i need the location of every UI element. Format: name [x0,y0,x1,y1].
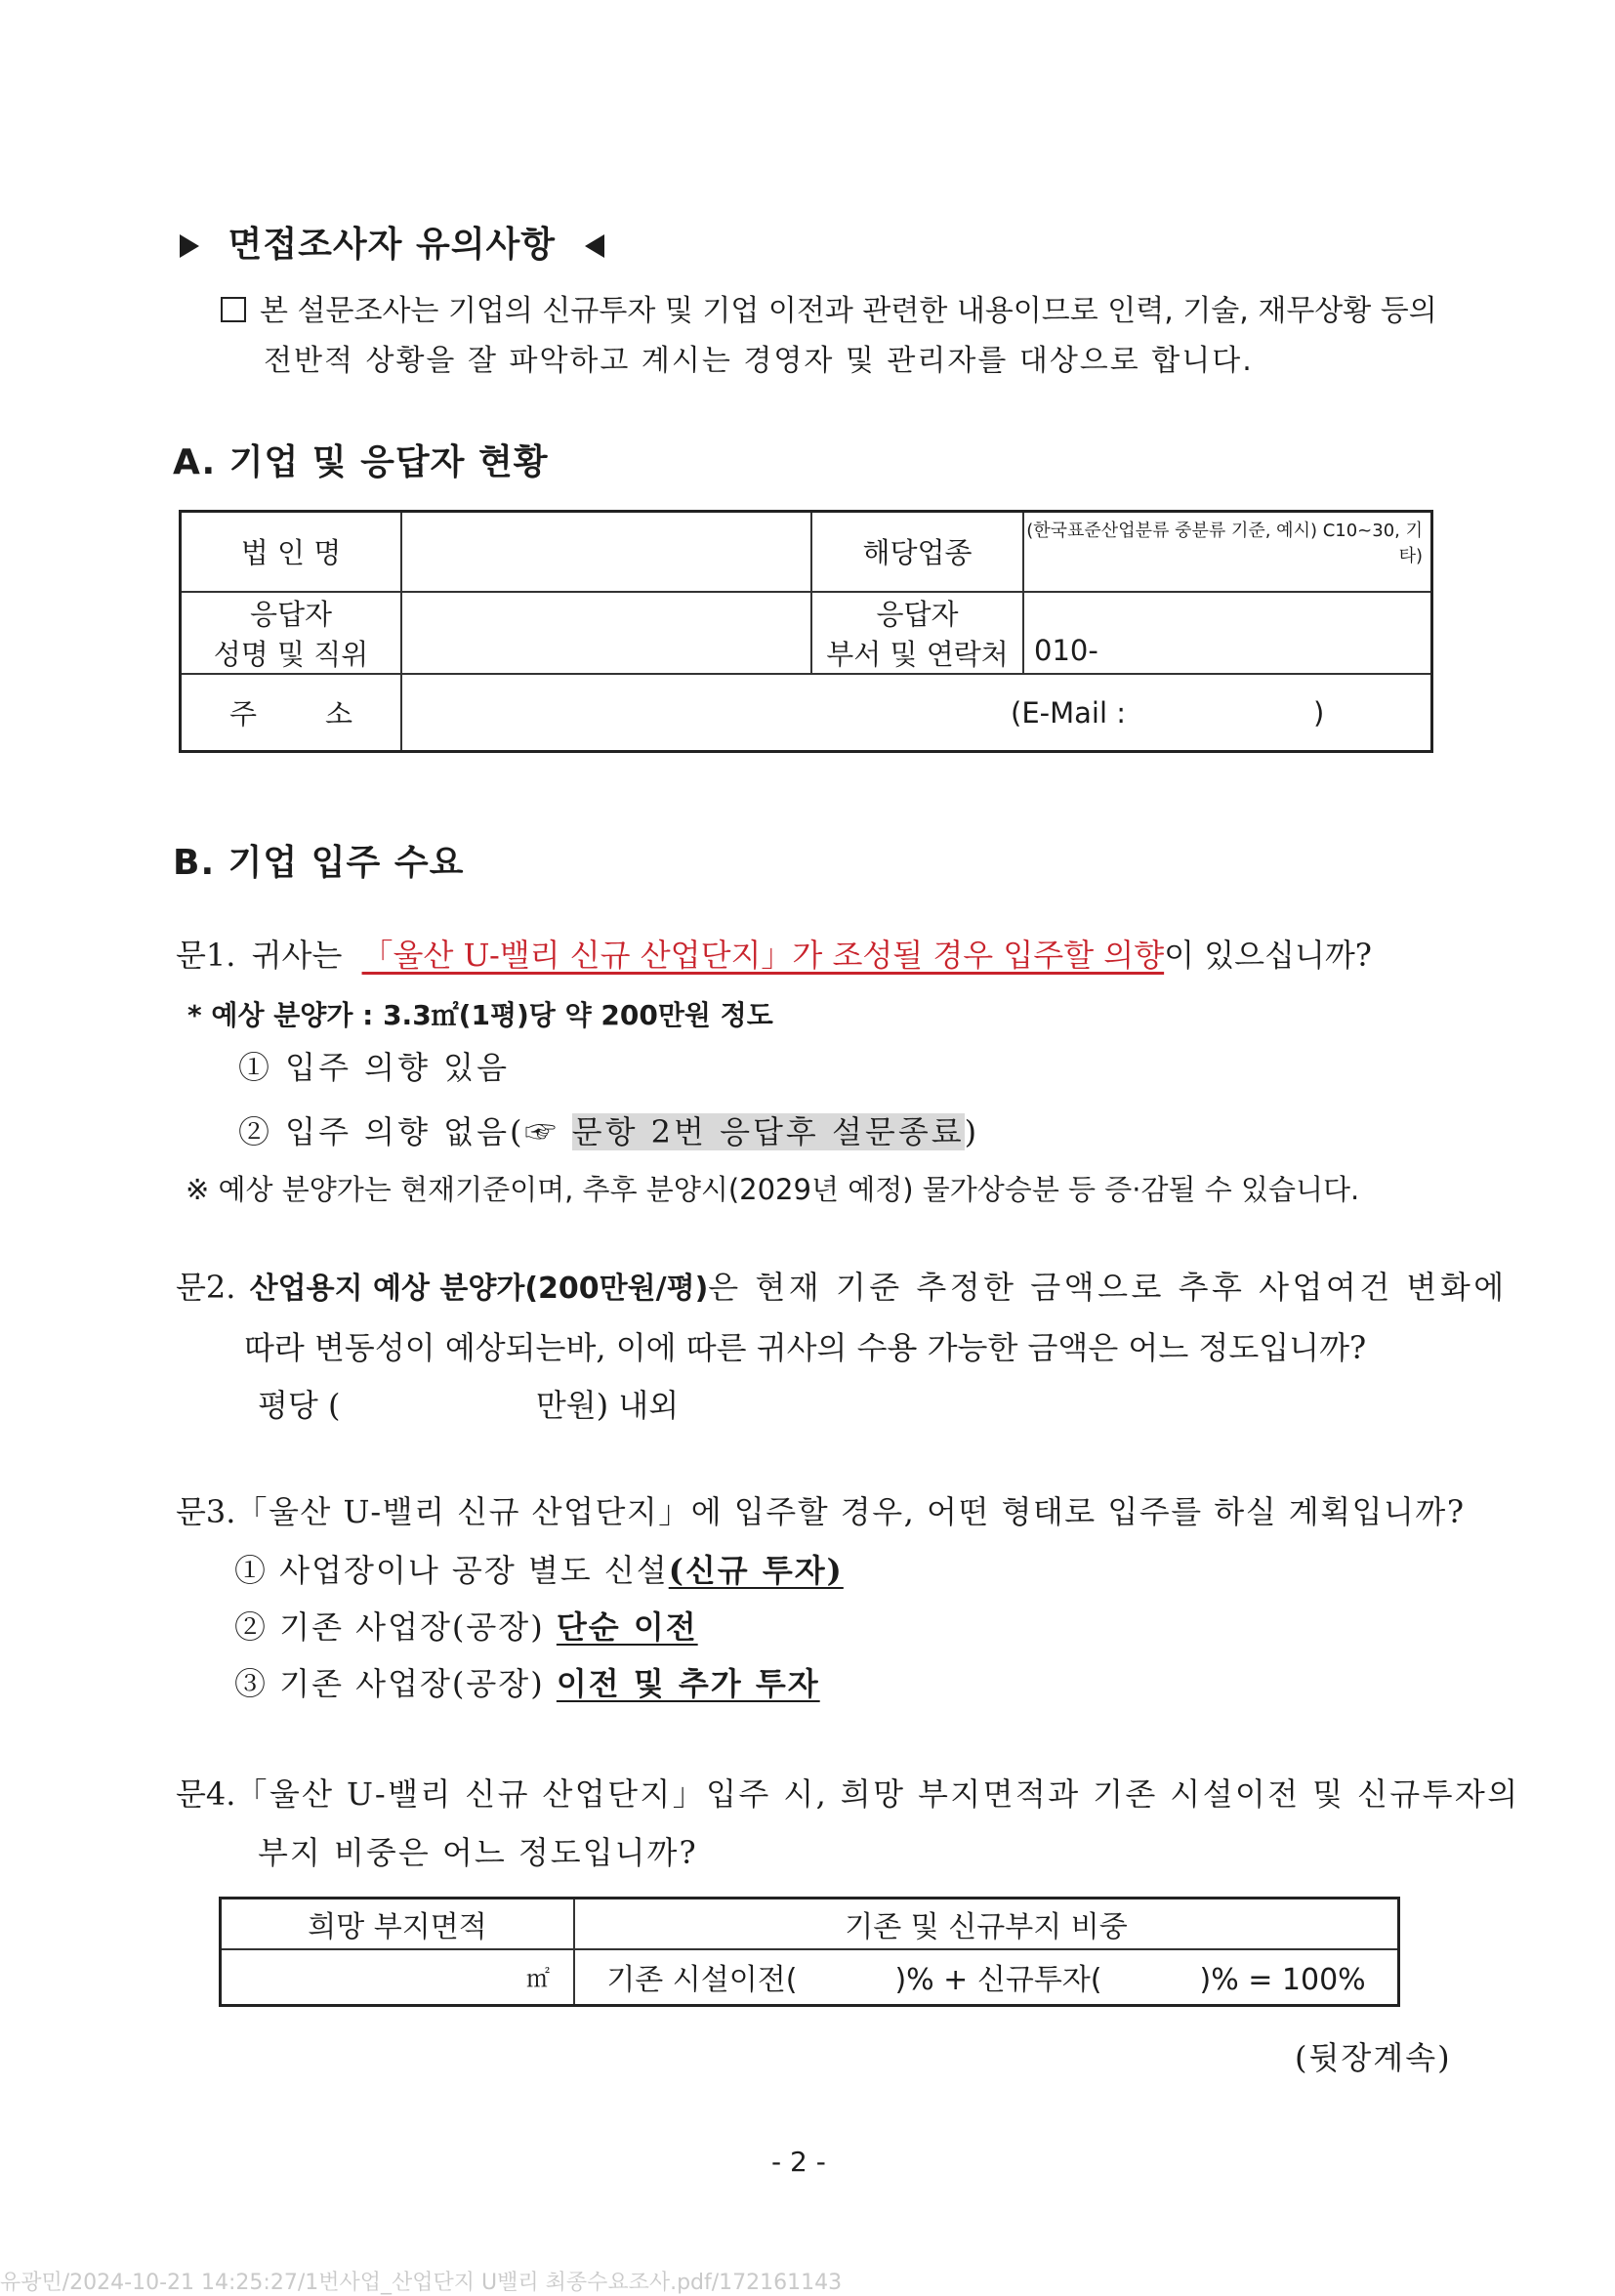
q2-answer: 평당 ( 만원) 내외 [258,1387,680,1424]
ratio-field[interactable]: 기존 시설이전( )% + 신규투자( )% = 100% [574,1949,1399,2006]
q3-option-1: ① 사업장이나 공장 별도 신설(신규 투자) [234,1552,844,1589]
q4-line-2: 부지 비중은 어느 정도입니까? [258,1834,698,1871]
email-open: (E-Mail : [1011,695,1126,730]
corp-name-field[interactable] [401,512,811,592]
phone-prefix: 010- [1034,633,1098,667]
q1-option-2: ② 입주 의향 없음(☞ 문항 2번 응답후 설문종료) [238,1113,980,1150]
industry-label: 해당업종 [811,512,1023,592]
triangle-right-icon [180,234,199,258]
col-ratio-header: 기존 및 신규부지 비중 [574,1899,1399,1949]
industry-field[interactable] [1023,512,1432,592]
col-desired-area-header: 희망 부지면적 [221,1899,575,1949]
footer-stamp: 유광민/2024-10-21 14:25:27/1번사업_산업단지 U밸리 최종수요조사.pdf/172161143 [0,2271,843,2295]
q3-option-2: ② 기존 사업장(공장) 단순 이전 [234,1608,698,1646]
q1-highlight: 「울산 U-밸리 신규 산업단지」가 조성될 경우 입주할 의향 [361,937,1165,974]
question-4: 문4.「울산 U-밸리 신규 산업단지」입주 시, 희망 부지면적과 기존 시설이전 및 신규투자의 [176,1775,1520,1813]
q3-option-3: ③ 기존 사업장(공장) 이전 및 추가 투자 [234,1665,820,1702]
notice-title: 면접조사자 유의사항 [180,217,604,267]
company-info-table [179,510,1433,753]
triangle-left-icon [585,234,604,258]
continue-note: (뒷장계속) [1295,2039,1452,2076]
notice-line-1: 본 설문조사는 기업의 신규투자 및 기업 이전과 관련한 내용이므로 인력, 기술, 재무상황 등의 [221,286,1437,329]
area-unit: ㎡ [526,1965,550,1993]
corp-name-label: 법 인 명 [181,512,402,592]
site-area-table [219,1897,1400,2007]
question-3: 문3.「울산 U-밸리 신규 산업단지」에 입주할 경우, 어떤 형태로 입주를 하실 계획입니까? [176,1493,1466,1530]
question-1: 문1. 귀사는 「울산 U-밸리 신규 산업단지」가 조성될 경우 입주할 의향이 있으십니까? [176,937,1372,974]
address-field[interactable] [401,674,1432,752]
desired-area-field[interactable] [221,1949,575,2006]
contact-label: 응답자 부서 및 연락처 [811,592,1023,674]
section-a-title: A. 기업 및 응답자 현황 [173,442,549,482]
industry-hint: (한국표준산업분류 중분류 기준, 예시) C10~30, 기타) [1026,521,1423,566]
q1-option-1: ① 입주 의향 있음 [238,1049,510,1086]
page-number: - 2 - [771,2146,826,2178]
checkbox-icon [221,297,246,322]
section-b-title: B. 기업 입주 수요 [173,843,465,883]
contact-field[interactable] [1023,592,1432,674]
q1-price-note: * 예상 분양가 : 3.3㎡(1평)당 약 200만원 정도 [187,999,773,1031]
notice-line-2: 전반적 상황을 잘 파악하고 계시는 경영자 및 관리자를 대상으로 합니다. [264,344,1254,378]
respondent-field[interactable] [401,592,811,674]
respondent-label: 응답자 성명 및 직위 [181,592,402,674]
question-2: 문2. 산업용지 예상 분양가(200만원/평)은 현재 기준 추정한 금액으로 추후 사업여건 변화에 [176,1269,1508,1306]
q1-option-2-note: 문항 2번 응답후 설문종료 [571,1113,965,1150]
q1-footnote: ※ 예상 분양가는 현재기준이며, 추후 분양시(2029년 예정) 물가상승분 등 증·감될 수 있습니다. [186,1173,1360,1206]
email-close: ) [1313,695,1325,730]
address-label: 주 소 [181,674,402,752]
pointing-hand-icon: ☞ [524,1113,559,1150]
q2-line-2: 따라 변동성이 예상되는바, 이에 따른 귀사의 수용 가능한 금액은 어느 정도입니까? [244,1329,1367,1366]
